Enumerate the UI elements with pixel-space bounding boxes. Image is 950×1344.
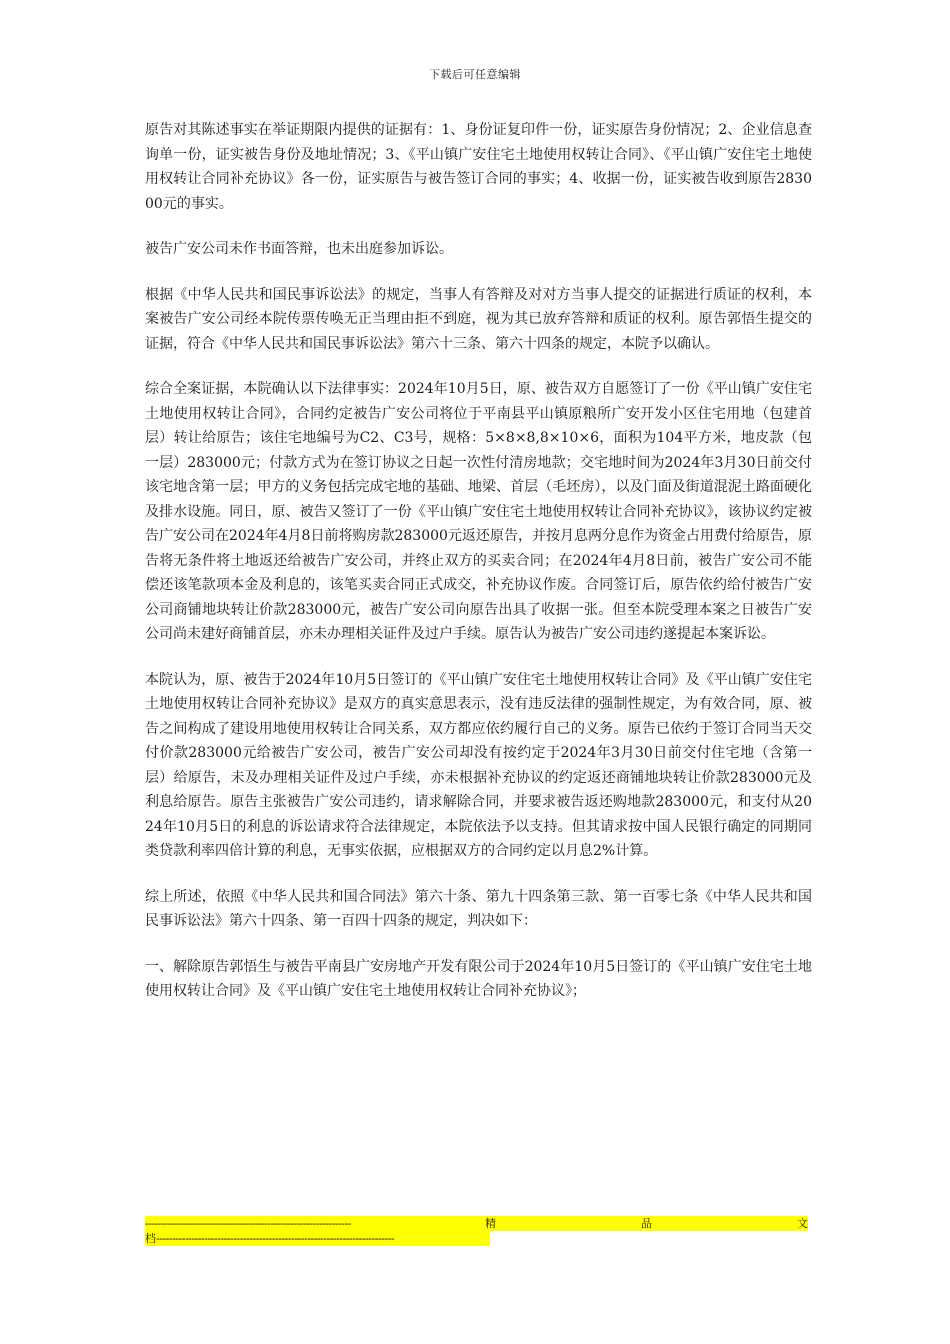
page-header-note: 下载后可任意编辑	[429, 68, 521, 81]
paragraph-defendant-absent: 被告广安公司未作书面答辩，也未出庭参加诉讼。	[145, 241, 453, 257]
footer-dashes-left: ----------------------------------------------------------------	[145, 1217, 351, 1230]
footer-dashes-right: --------------------------------------------------------------------------	[156, 1232, 395, 1245]
footer-word	[415, 1216, 808, 1231]
paragraph-judgment-item-1: 一、解除原告郭悟生与被告平南县广安房地产开发有限公司于2024年10月5日签订的《平山镇广安住宅土地使用权转让合同》及《平山镇广安住宅土地使用权转让合同补充协议》；	[145, 958, 812, 999]
document-body	[145, 118, 812, 1025]
footer-line-2	[145, 1231, 490, 1246]
footer-watermark-banner	[145, 1216, 808, 1250]
paragraph-conclusion: 综上所述，依照《中华人民共和国合同法》第六十条、第九十四条第三款、第一百零七条《中华人民共和国民事诉讼法》第六十四条、第一百四十四条的规定，判决如下：	[145, 888, 812, 929]
paragraph-legal-facts: 综合全案证据，本院确认以下法律事实：2024年10月5日，原、被告双方自愿签订了一份《平山镇广安住宅土地使用权转让合同》，合同约定被告广安公司将位于平南县平山镇原粮所广安开发小区住宅用地（包建首层）转让给原告；该住宅地编号为C2、C3号，规格：5×8×8,8×10×6，面积为104平方米，地皮款（包一层）283000元；付款方式为在签订协议之日起一次性付清房地款；交宅地时间为2024年3月30日前交付该宅地含第一层；甲方的义务包括完成宅地的基础、地梁、首层（毛坯房），以及门面及街道混泥土路面硬化及排水设施。同日，原、被告又签订了一份《平山镇广安住宅土地使用权转让合同补充协议》，该协议约定被告广安公司在2024年4月8日前将购房款283000元返还原告，并按月息两分息作为资金占用费付给原告，原告将无条件将土地返还给被告广安公司，并终止双方的买卖合同；在2024年4月8日前，被告广安公司不能偿还该笔款项本金及利息的，该笔买卖合同正式成交，补充协议作废。合同签订后，原告依约给付被告广安公司商铺地块转让价款283000元，被告广安公司向原告出具了收据一张。但至本院受理本案之日被告广安公司尚未建好商铺首层，亦未办理相关证件及过户手续。原告认为被告广安公司违约遂提起本案诉讼。	[145, 381, 812, 642]
paragraph-evidence: 原告对其陈述事实在举证期限内提供的证据有：1、身份证复印件一份，证实原告身份情况；2、企业信息查询单一份，证实被告身份及地址情况；3、《平山镇广安住宅土地使用权转让合同》、《平山镇广安住宅土地使用权转让合同补充协议》各一份，证实原告与被告签订合同的事实；4、收据一份，证实被告收到原告283000元的事实。	[145, 122, 812, 212]
footer-char-2: 品	[641, 1217, 652, 1230]
footer-char-4: 档	[145, 1232, 156, 1245]
footer-line-1	[145, 1216, 808, 1231]
footer-char-1: 精	[485, 1217, 496, 1230]
footer-char-3: 文	[797, 1217, 808, 1230]
paragraph-court-opinion: 本院认为，原、被告于2024年10月5日签订的《平山镇广安住宅土地使用权转让合同》及《平山镇广安住宅土地使用权转让合同补充协议》是双方的真实意思表示，没有违反法律的强制性规定，为有效合同，原、被告之间构成了建设用地使用权转让合同关系，双方都应依约履行自己的义务。原告已依约于签订合同当天交付价款283000元给被告广安公司，被告广安公司却没有按约定于2024年3月30日前交付住宅地（含第一层）给原告，未及办理相关证件及过户手续，亦未根据补充协议的约定返还商铺地块转让价款283000元及利息给原告。原告主张被告广安公司违约，请求解除合同，并要求被告返还购地款283000元，和支付从2024年10月5日的利息的诉讼请求符合法律规定，本院依法予以支持。但其请求按中国人民银行确定的同期同类贷款利率四倍计算的利息，无事实依据，应根据双方的合同约定以月息2%计算。	[145, 671, 812, 859]
paragraph-procedure-law: 根据《中华人民共和国民事诉讼法》的规定，当事人有答辩及对对方当事人提交的证据进行质证的权利，本案被告广安公司经本院传票传唤无正当理由拒不到庭，视为其已放弃答辩和质证的权利。原告郭悟生提交的证据，符合《中华人民共和国民事诉讼法》第六十三条、第六十四条的规定，本院予以确认。	[145, 286, 812, 352]
